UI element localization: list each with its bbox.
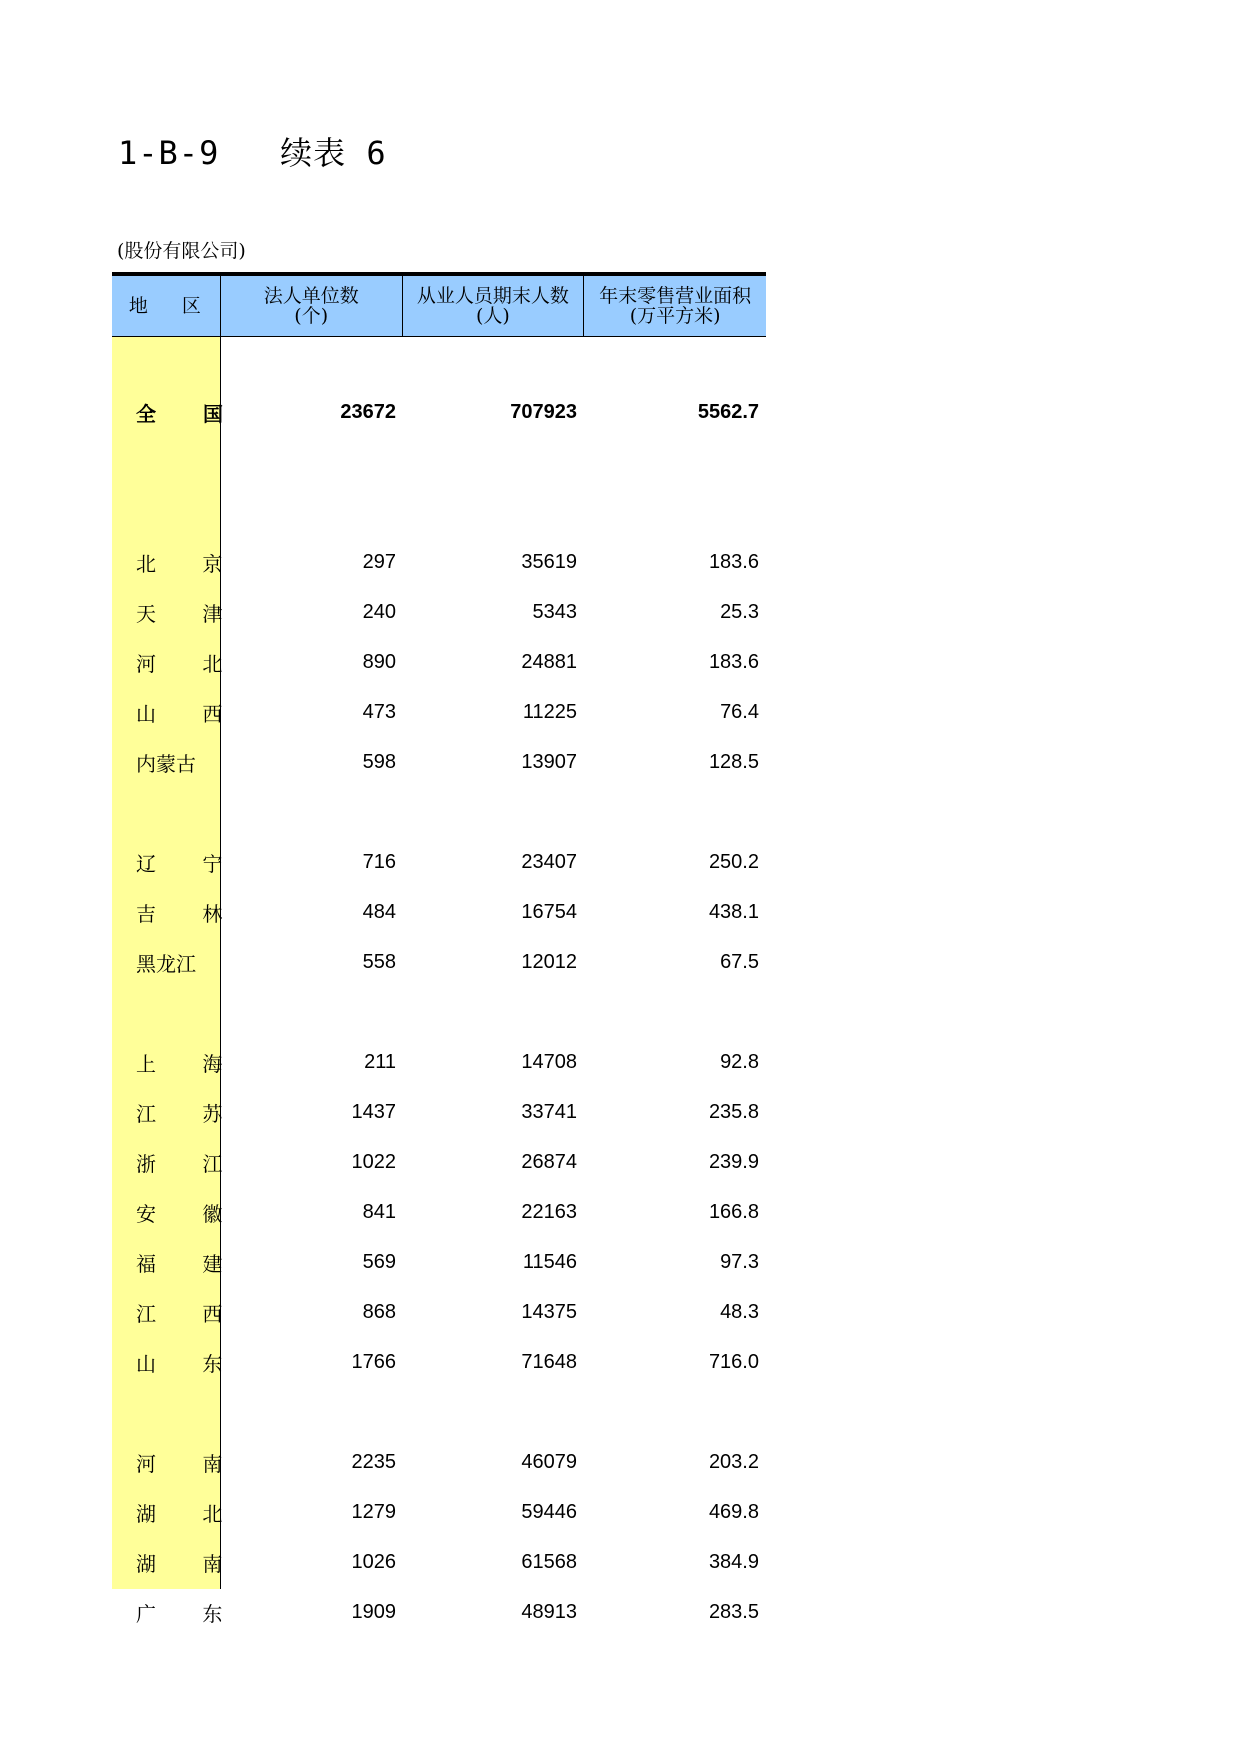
table-row	[112, 887, 766, 937]
units-value: 1026	[351, 1550, 396, 1573]
table-row	[112, 637, 766, 687]
header-employees-line2: (人)	[476, 305, 510, 327]
header-area	[583, 276, 766, 336]
units-value: 2235	[351, 1450, 396, 1473]
header-employees	[402, 276, 584, 336]
employees-value: 13907	[521, 750, 577, 773]
table-row	[112, 1137, 766, 1187]
region-name: 上 海	[136, 1051, 243, 1076]
area-value: 48.3	[720, 1300, 759, 1323]
area-value: 128.5	[708, 750, 759, 773]
employees-value: 11225	[522, 700, 577, 723]
region-name: 湖 南	[136, 1551, 243, 1576]
table-row	[112, 687, 766, 737]
units-value: 23672	[340, 400, 396, 423]
area-value: 166.8	[708, 1200, 759, 1223]
region-name: 广 东	[136, 1601, 243, 1626]
region-name: 河 北	[136, 651, 243, 676]
units-value: 558	[362, 950, 396, 973]
table-row	[112, 737, 766, 787]
table-row	[112, 1437, 766, 1487]
total-row	[112, 387, 766, 437]
employees-value: 26874	[521, 1150, 577, 1173]
table-row	[112, 1287, 766, 1337]
area-value: 283.5	[708, 1600, 759, 1623]
table-row	[112, 537, 766, 587]
area-value: 76.4	[720, 700, 759, 723]
spacer-row	[112, 437, 766, 487]
region-name: 辽 宁	[136, 851, 243, 876]
header-area-line1: 年末零售营业面积	[599, 285, 752, 307]
units-value: 1279	[351, 1500, 396, 1523]
region-name: 安 徽	[136, 1201, 243, 1226]
region-name: 江 苏	[136, 1101, 243, 1126]
employees-value: 33741	[521, 1100, 577, 1123]
area-value: 469.8	[708, 1500, 759, 1523]
table-row	[112, 1587, 766, 1637]
spacer-row	[112, 1387, 766, 1437]
area-value: 384.9	[708, 1550, 759, 1573]
region-name: 江 西	[136, 1301, 243, 1326]
area-value: 239.9	[708, 1150, 759, 1173]
area-value: 5562.7	[697, 400, 759, 423]
units-value: 598	[362, 750, 396, 773]
units-value: 211	[364, 1050, 396, 1073]
data-table	[112, 272, 766, 1637]
header-units-line1: 法人单位数	[263, 285, 359, 307]
table-row	[112, 1537, 766, 1587]
region-name: 全 国	[136, 401, 243, 426]
units-value: 868	[362, 1300, 396, 1323]
units-value: 569	[362, 1250, 396, 1273]
units-value: 890	[362, 650, 396, 673]
employees-value: 48913	[521, 1600, 577, 1623]
area-value: 183.6	[708, 650, 759, 673]
table-header	[112, 276, 766, 337]
table-row	[112, 1487, 766, 1537]
area-value: 97.3	[720, 1250, 759, 1273]
region-name: 天 津	[136, 601, 243, 626]
employees-value: 71648	[521, 1350, 577, 1373]
units-value: 240	[362, 600, 396, 623]
employees-value: 59446	[521, 1500, 577, 1523]
area-value: 250.2	[708, 850, 759, 873]
region-name: 河 南	[136, 1451, 243, 1476]
table-body	[112, 337, 766, 1637]
area-value: 716.0	[708, 1350, 759, 1373]
employees-value: 23407	[521, 850, 577, 873]
employees-value: 14708	[521, 1050, 577, 1073]
region-name: 黑龙江	[136, 951, 196, 976]
table-title: 1-B-9 续表 6	[118, 134, 387, 172]
units-value: 297	[362, 550, 396, 573]
units-value: 841	[362, 1200, 396, 1223]
header-units-line2: (个)	[294, 305, 329, 327]
region-name: 北 京	[136, 551, 243, 576]
table-row	[112, 1187, 766, 1237]
spacer-row	[112, 487, 766, 537]
employees-value: 46079	[521, 1450, 577, 1473]
region-name: 山 东	[136, 1351, 243, 1376]
table-row	[112, 1037, 766, 1087]
region-name: 吉 林	[136, 901, 243, 926]
employees-value: 707923	[510, 400, 577, 423]
units-value: 1437	[351, 1100, 396, 1123]
units-value: 484	[362, 900, 396, 923]
header-region	[112, 276, 220, 336]
header-employees-line1: 从业人员期末人数	[416, 285, 569, 307]
units-value: 1022	[351, 1150, 396, 1173]
area-value: 183.6	[708, 550, 759, 573]
header-area-line2: (万平方米)	[629, 305, 721, 327]
area-value: 235.8	[708, 1100, 759, 1123]
units-value: 1909	[351, 1600, 396, 1623]
table-row	[112, 1087, 766, 1137]
table-rows	[112, 337, 766, 1637]
employees-value: 12012	[521, 950, 577, 973]
table-subtitle: (股份有限公司)	[117, 240, 246, 262]
region-name: 内蒙古	[136, 751, 196, 776]
employees-value: 14375	[521, 1300, 577, 1323]
employees-value: 5343	[532, 600, 577, 623]
employees-value: 16754	[521, 900, 577, 923]
units-value: 473	[362, 700, 396, 723]
region-name: 山 西	[136, 701, 243, 726]
employees-value: 22163	[521, 1200, 577, 1223]
area-value: 438.1	[708, 900, 759, 923]
units-value: 1766	[351, 1350, 396, 1373]
header-units	[220, 276, 402, 336]
units-value: 716	[362, 850, 396, 873]
employees-value: 24881	[521, 650, 577, 673]
table-row	[112, 1237, 766, 1287]
spacer-row	[112, 787, 766, 837]
employees-value: 35619	[521, 550, 577, 573]
table-row	[112, 1337, 766, 1387]
table-row	[112, 587, 766, 637]
region-name: 湖 北	[136, 1501, 243, 1526]
spacer-row	[112, 987, 766, 1037]
header-region-label: 地 区	[128, 295, 215, 317]
region-name: 福 建	[136, 1251, 243, 1276]
area-value: 203.2	[708, 1450, 759, 1473]
area-value: 67.5	[720, 950, 759, 973]
table-row	[112, 837, 766, 887]
employees-value: 61568	[521, 1550, 577, 1573]
table-row	[112, 937, 766, 987]
employees-value: 11546	[522, 1250, 577, 1273]
region-name: 浙 江	[136, 1151, 243, 1176]
spacer-row	[112, 337, 766, 387]
area-value: 25.3	[720, 600, 759, 623]
area-value: 92.8	[720, 1050, 759, 1073]
